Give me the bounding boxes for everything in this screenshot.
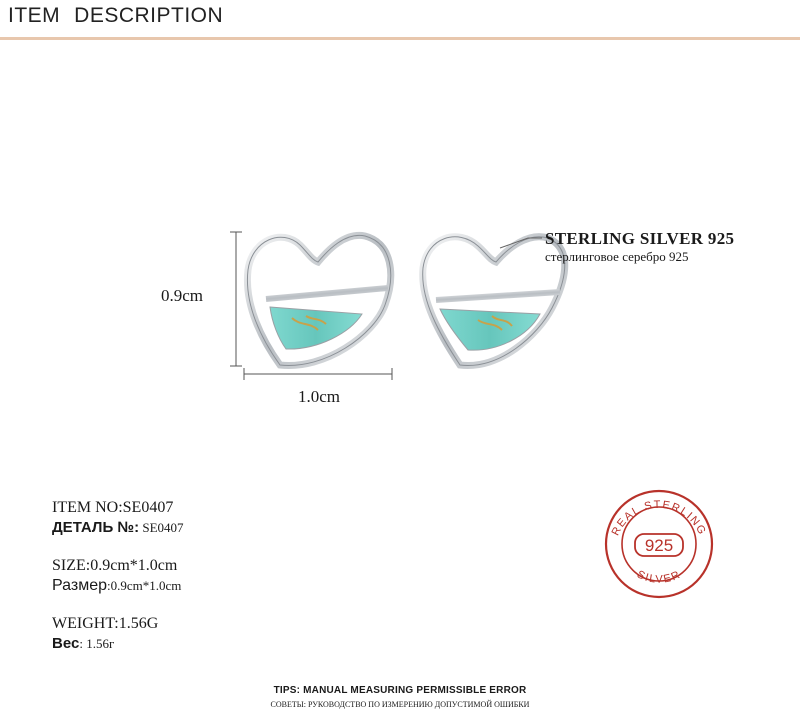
title-item: ITEM	[8, 4, 61, 27]
title-description: DESCRIPTION	[74, 4, 224, 27]
item-number-ru-label: ДЕТАЛЬ №:	[52, 519, 140, 536]
weight-ru-label: Вес	[52, 635, 80, 652]
size-en: SIZE:0.9cm*1.0cm	[52, 557, 178, 574]
height-dimension-label: 0.9cm	[161, 286, 204, 305]
weight-ru	[52, 635, 114, 653]
seal-center-text: 925	[644, 536, 674, 555]
size-ru	[52, 577, 181, 595]
svg-text:SILVER	[635, 568, 683, 585]
earring-left	[247, 235, 390, 365]
width-dimension-line	[244, 368, 392, 380]
width-dimension-label: 1.0cm	[298, 387, 341, 406]
item-number-ru-value: SE0407	[139, 520, 184, 535]
weight-en: WEIGHT:1.56G	[52, 615, 159, 632]
size-ru-value: :0.9cm*1.0cm	[107, 578, 182, 593]
seal-bottom-text: SILVER	[634, 568, 684, 586]
earring-right	[423, 237, 565, 366]
size-ru-label: Размер	[52, 577, 107, 594]
tips-en: TIPS: MANUAL MEASURING PERMISSIBLE ERROR	[273, 685, 527, 696]
material-label-en: STERLING SILVER 925	[545, 229, 735, 248]
item-number-ru	[52, 519, 184, 537]
tips-ru: СОВЕТЫ: РУКОВОДСТВО ПО ИЗМЕРЕНИЮ ДОПУСТИМОЙ ОШИБКИ	[270, 700, 530, 709]
weight-ru-value: : 1.56г	[79, 636, 115, 651]
height-dimension-line	[230, 232, 242, 366]
seal-top-text: REAL STERLING	[609, 498, 709, 538]
item-number-en: ITEM NO:SE0407	[52, 499, 174, 516]
material-label-ru: стерлинговое серебро 925	[545, 249, 689, 264]
sterling-seal-icon	[606, 491, 712, 597]
